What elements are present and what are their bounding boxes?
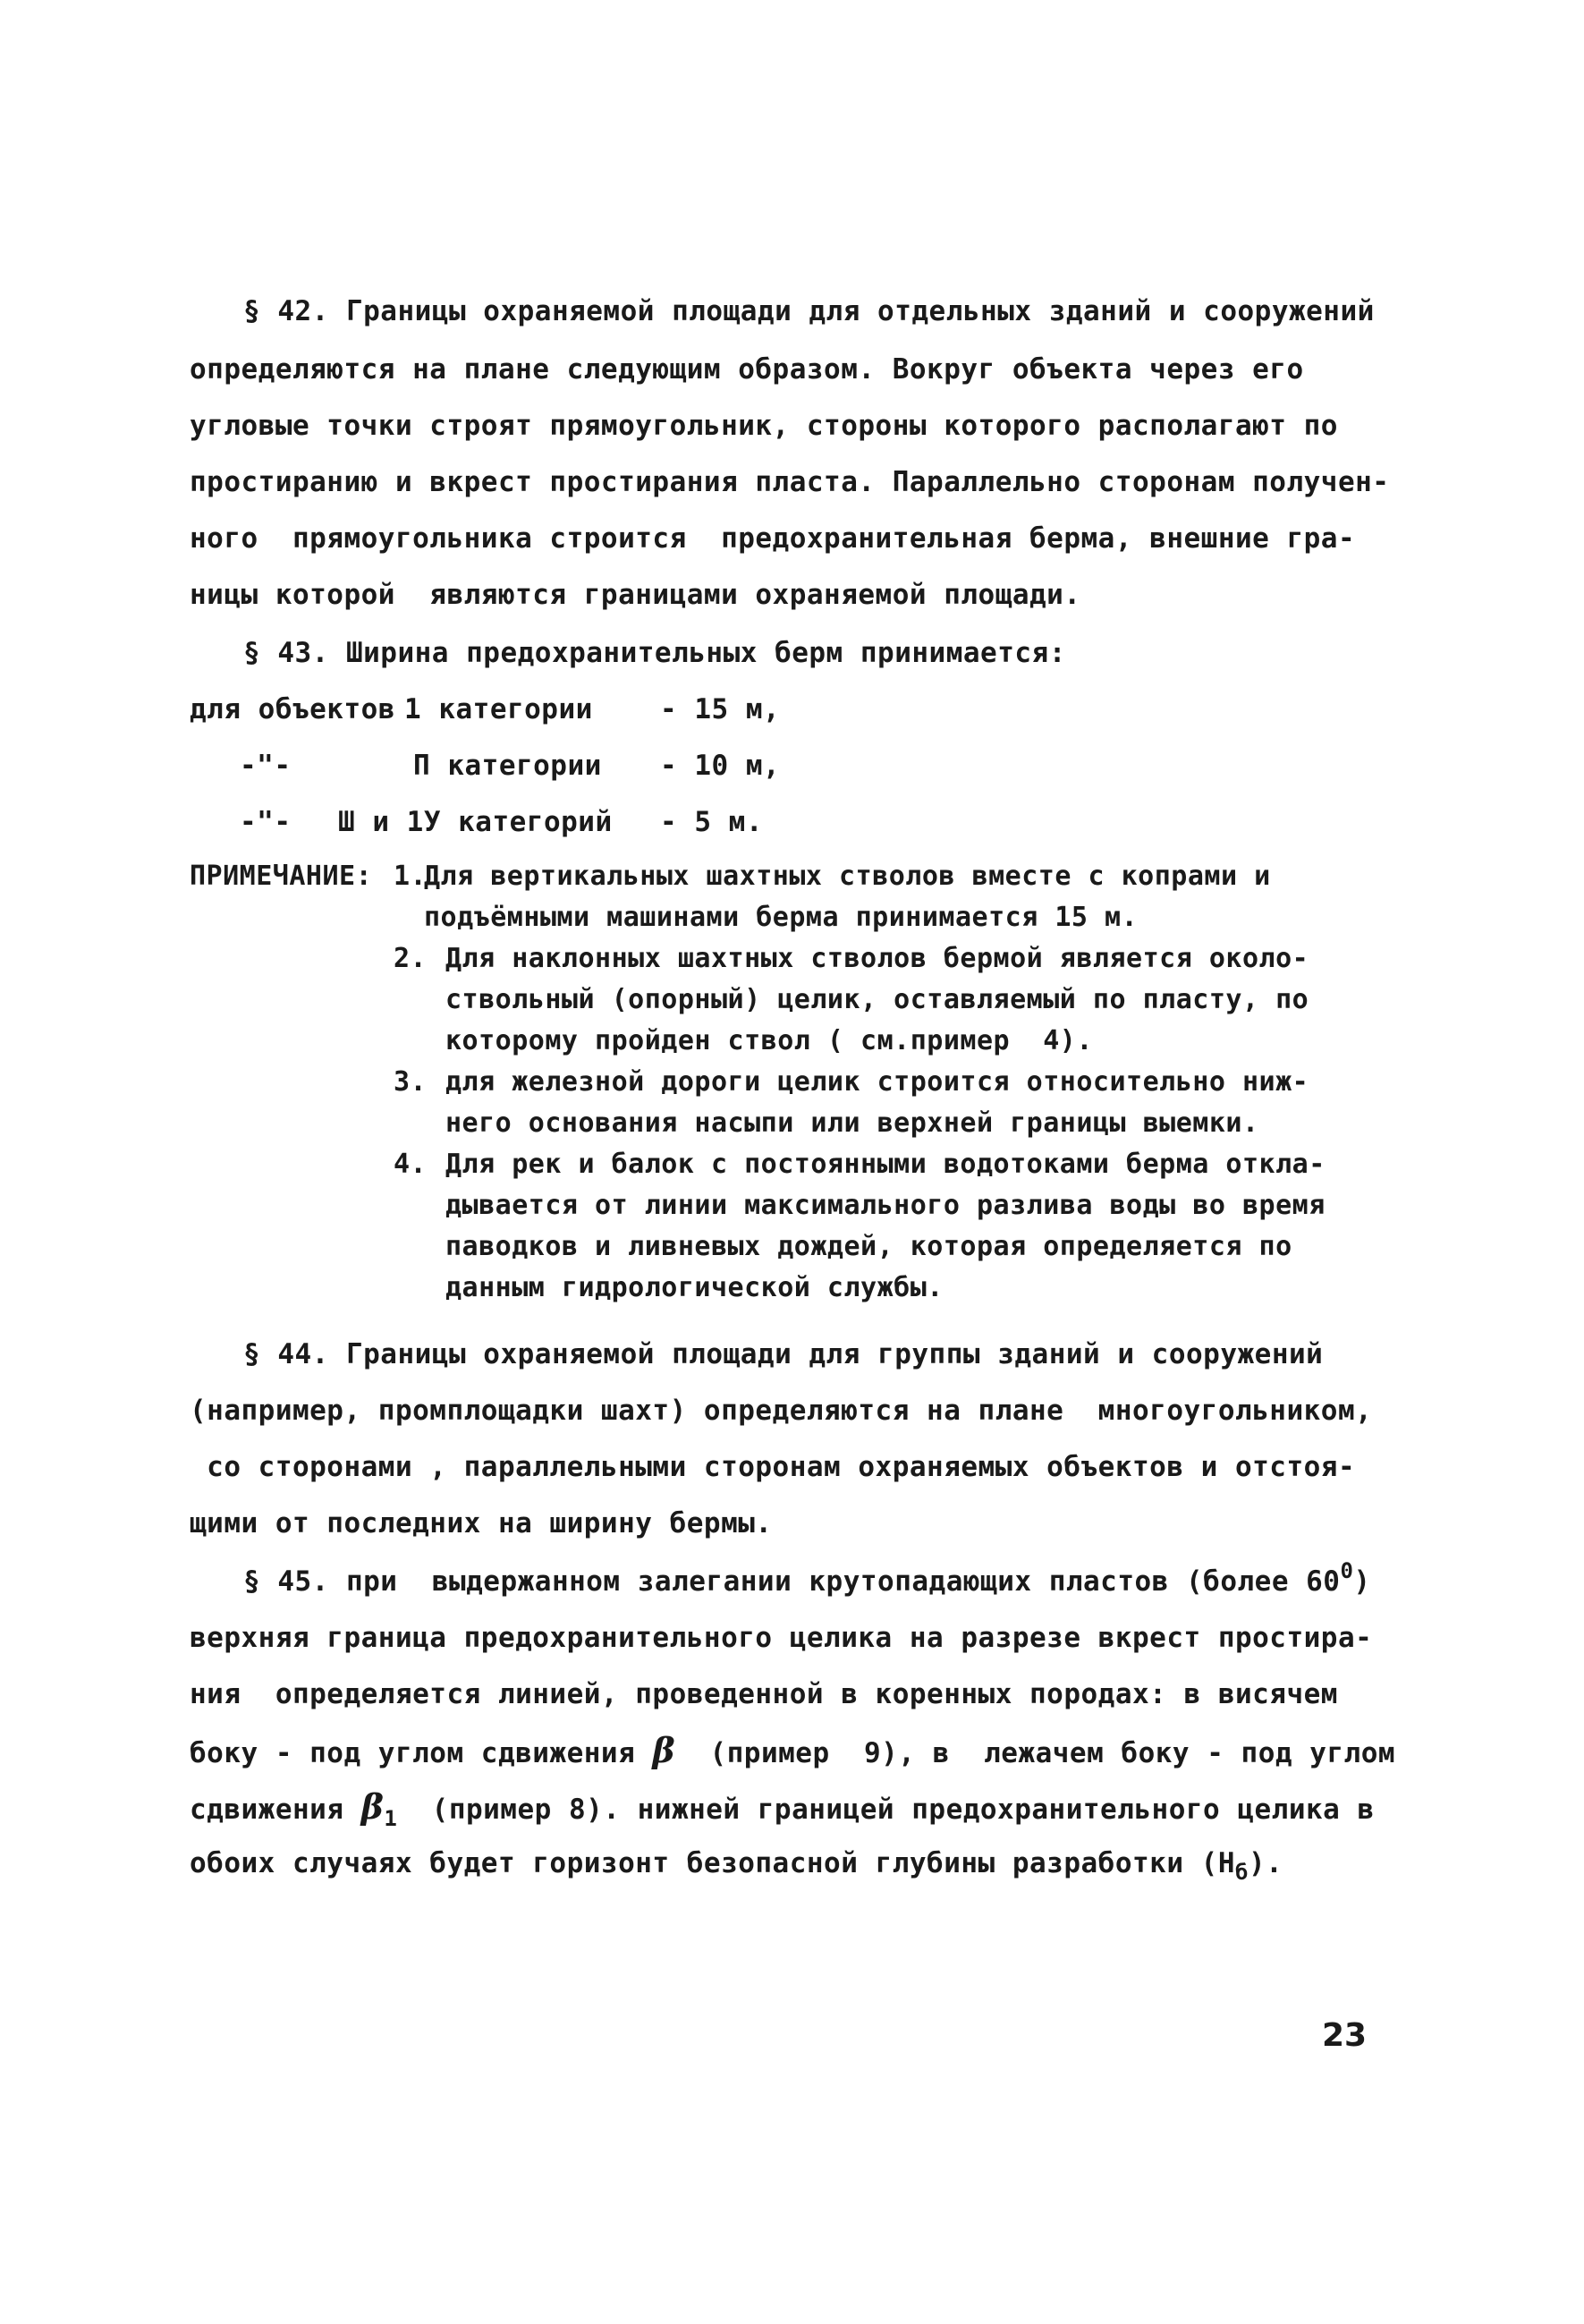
p44-line-4: щими от последних на ширину бермы. (190, 1507, 773, 1539)
p45-line-5-text: сдвижения (190, 1794, 361, 1826)
p44-line-1: § 44. Границы охраняемой площади для группы зданий и сооружений (243, 1338, 1324, 1370)
note-4-line-3: паводков и ливневых дождей, которая определяется по (445, 1231, 1292, 1262)
note-4-line-4: данным гидрологической службы. (445, 1272, 944, 1303)
p45-line-6 (190, 1845, 1283, 1883)
p42-line-3: угловые точки строят прямоугольник, стороны которого располагают по (190, 410, 1338, 442)
note-2-line-1: Для наклонных шахтных стволов бермой является около- (445, 943, 1309, 974)
p45-line-4 (190, 1730, 1396, 1771)
p42-line-5: ного прямоугольника строится предохранительная берма, внешние гра- (190, 522, 1356, 555)
p42-line-1: § 42. Границы охраняемой площади для отдельных зданий и сооружений (243, 295, 1375, 327)
note-4-line-1: Для рек и балок с постоянными водотоками берма откла- (445, 1149, 1326, 1180)
note-3-line-1: для железной дороги целик строится относительно ниж- (445, 1066, 1309, 1098)
p43-intro: § 43. Ширина предохранительных берм принимается: (243, 637, 1066, 669)
p45-line-3: ния определяется линией, проведенной в коренных породах: в висячем (190, 1678, 1338, 1710)
p43-row-3-prefix: -"- (240, 806, 292, 838)
p42-line-6: ницы которой являются границами охраняемой площади. (190, 579, 1081, 611)
note-3-line-2: него основания насыпи или верхней границы выемки. (445, 1107, 1259, 1139)
note-2-line-3: которому пройден ствол ( см.пример 4). (445, 1025, 1093, 1056)
p42-line-4: простиранию и вкрест простирания пласта. Параллельно сторонам получен- (190, 466, 1390, 498)
p44-line-3: со сторонами , параллельными сторонам охраняемых объектов и отстоя- (190, 1451, 1356, 1483)
beta1-symbol: β (360, 1786, 385, 1827)
p45-line-1-text: § 45. при выдержанном залегании крутопадающих пластов (более 60 (243, 1565, 1341, 1598)
note-2-line-2: ствольный (опорный) целик, оставляемый по пласту, по (445, 984, 1309, 1015)
p45-line-4-end: (пример 9), в лежачем боку - под углом (675, 1737, 1396, 1769)
p45-line-2: верхняя граница предохранительного целика на разрезе вкрест простира- (190, 1622, 1373, 1654)
p43-row-3-category: Ш и 1У категорий (338, 806, 613, 838)
p43-row-2-category: П категории (413, 750, 602, 782)
p43-row-1-prefix: для объектов (190, 693, 395, 725)
p43-row-1-category: 1 категории (404, 693, 593, 725)
note-1-number: 1. (394, 861, 428, 892)
p43-row-2-value: - 10 м, (660, 750, 781, 782)
beta-symbol: β (652, 1730, 676, 1770)
note-2-number: 2. (394, 943, 428, 974)
p43-row-1-value: - 15 м, (660, 693, 781, 725)
p45-line-6-text: обоих случаях будет горизонт безопасной глубины разработки (Н (190, 1847, 1235, 1879)
note-3-number: 3. (394, 1066, 428, 1098)
beta1-subscript: 1 (384, 1806, 398, 1831)
p45-line-5 (190, 1786, 1375, 1831)
p45-line-4-text: боку - под углом сдвижения (190, 1737, 653, 1769)
note-4-number: 4. (394, 1149, 428, 1180)
page-number: 23 (1322, 2017, 1368, 2054)
p42-line-2: определяются на плане следующим образом. Вокруг объекта через его (190, 353, 1304, 386)
note-label: ПРИМЕЧАНИЕ: (190, 861, 373, 892)
note-1-line-2: подъёмными машинами берма принимается 15 м. (424, 902, 1139, 933)
note-4-line-2: дывается от линии максимального разлива воды во время (445, 1190, 1326, 1221)
p45-line-5-end: (пример 8). нижней границей предохранительного целика в (397, 1794, 1375, 1826)
p45-line-1-end: ) (1353, 1565, 1371, 1598)
p44-line-2: (например, промплощадки шахт) определяются на плане многоугольником, (190, 1395, 1373, 1427)
degree-superscript: 0 (1340, 1558, 1354, 1583)
note-1-line-1: Для вертикальных шахтных стволов вместе с копрами и (424, 861, 1271, 892)
p43-row-3-value: - 5 м. (660, 806, 763, 838)
p45-line-1 (243, 1558, 1371, 1601)
p45-line-6-end: ). (1248, 1847, 1283, 1879)
p43-row-2-prefix: -"- (240, 750, 292, 782)
h-subscript: б (1234, 1860, 1249, 1885)
